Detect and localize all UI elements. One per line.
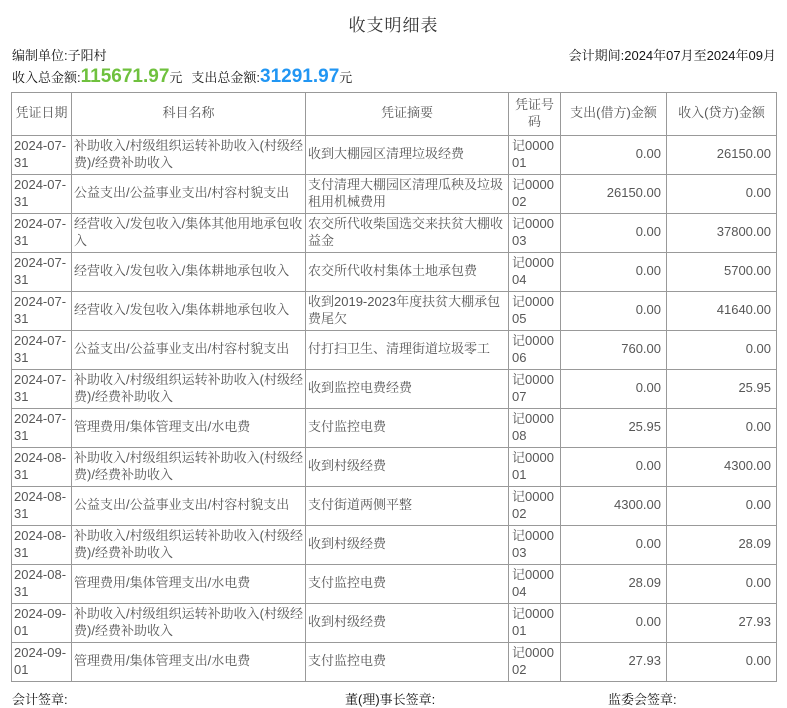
table-row [12,642,777,681]
cell-voucher-number: 记000001 [509,603,561,642]
cell-voucher-date: 2024-07-31 [12,369,72,408]
cell-voucher-number: 记000004 [509,564,561,603]
cell-voucher-summary: 支付监控电费 [306,408,509,447]
cell-voucher-number: 记000008 [509,408,561,447]
cell-voucher-date: 2024-07-31 [12,408,72,447]
cell-credit-amount: 0.00 [667,486,777,525]
cell-voucher-date: 2024-08-31 [12,486,72,525]
cell-voucher-summary: 支付街道两侧平整 [306,486,509,525]
cell-voucher-date: 2024-07-31 [12,174,72,213]
table-row [12,252,777,291]
table-row [12,330,777,369]
cell-debit-amount: 4300.00 [561,486,667,525]
cell-credit-amount: 41640.00 [667,291,777,330]
cell-voucher-number: 记000002 [509,486,561,525]
income-expense-table [11,92,777,682]
cell-credit-amount: 0.00 [667,174,777,213]
chairman-signature-label: 董(理)事长签章: [345,691,436,707]
table-row [12,213,777,252]
table-row [12,369,777,408]
income-currency-suffix: 元 [169,70,183,85]
table-row [12,447,777,486]
cell-debit-amount: 0.00 [561,447,667,486]
cell-voucher-summary: 收到村级经费 [306,525,509,564]
cell-debit-amount: 0.00 [561,213,667,252]
cell-voucher-number: 记000002 [509,174,561,213]
expense-total-value: 31291.97 [260,66,340,87]
cell-debit-amount: 0.00 [561,603,667,642]
cell-subject-name: 补助收入/村级组织运转补助收入(村级经费)/经费补助收入 [72,135,306,174]
cell-debit-amount: 0.00 [561,252,667,291]
header-voucher-number: 凭证号码 [509,92,561,135]
cell-voucher-summary: 农交所代收柴国选交来扶贫大棚收益金 [306,213,509,252]
table-row [12,174,777,213]
cell-voucher-summary: 收到监控电费经费 [306,369,509,408]
cell-credit-amount: 0.00 [667,330,777,369]
cell-voucher-summary: 支付监控电费 [306,564,509,603]
cell-voucher-number: 记000001 [509,135,561,174]
cell-voucher-summary: 付打扫卫生、清理街道垃圾零工 [306,330,509,369]
cell-voucher-number: 记000005 [509,291,561,330]
cell-subject-name: 管理费用/集体管理支出/水电费 [72,564,306,603]
cell-subject-name: 补助收入/村级组织运转补助收入(村级经费)/经费补助收入 [72,447,306,486]
cell-voucher-summary: 收到村级经费 [306,447,509,486]
cell-voucher-date: 2024-09-01 [12,603,72,642]
cell-debit-amount: 0.00 [561,291,667,330]
cell-debit-amount: 25.95 [561,408,667,447]
cell-voucher-number: 记000004 [509,252,561,291]
cell-subject-name: 管理费用/集体管理支出/水电费 [72,408,306,447]
cell-voucher-summary: 支付清理大棚园区清理瓜秧及垃圾租用机械费用 [306,174,509,213]
cell-subject-name: 补助收入/村级组织运转补助收入(村级经费)/经费补助收入 [72,525,306,564]
header-debit-amount: 支出(借方)金额 [561,92,667,135]
prepared-by-unit: 编制单位:子阳村 [12,48,107,63]
cell-voucher-date: 2024-09-01 [12,642,72,681]
cell-subject-name: 公益支出/公益事业支出/村容村貌支出 [72,174,306,213]
accounting-period: 会计期间:2024年07月至2024年09月 [568,48,776,63]
totals-row [12,67,776,88]
cell-voucher-number: 记000003 [509,213,561,252]
cell-subject-name: 公益支出/公益事业支出/村容村貌支出 [72,330,306,369]
cell-voucher-date: 2024-08-31 [12,564,72,603]
cell-credit-amount: 0.00 [667,408,777,447]
cell-debit-amount: 0.00 [561,369,667,408]
cell-voucher-number: 记000007 [509,369,561,408]
cell-voucher-number: 记000002 [509,642,561,681]
cell-voucher-date: 2024-07-31 [12,135,72,174]
cell-voucher-number: 记000001 [509,447,561,486]
cell-voucher-date: 2024-08-31 [12,525,72,564]
page-title: 收支明细表 [348,16,439,35]
cell-subject-name: 公益支出/公益事业支出/村容村貌支出 [72,486,306,525]
header-voucher-date: 凭证日期 [12,92,72,135]
table-row [12,135,777,174]
cell-credit-amount: 0.00 [667,564,777,603]
cell-subject-name: 经营收入/发包收入/集体耕地承包收入 [72,291,306,330]
table-row [12,603,777,642]
table-row [12,564,777,603]
table-row [12,408,777,447]
cell-subject-name: 经营收入/发包收入/集体耕地承包收入 [72,252,306,291]
cell-voucher-summary: 支付监控电费 [306,642,509,681]
expense-total-label: 支出总金额: [191,70,261,85]
cell-debit-amount: 760.00 [561,330,667,369]
header-subject-name: 科目名称 [72,92,306,135]
cell-debit-amount: 28.09 [561,564,667,603]
cell-voucher-date: 2024-08-31 [12,447,72,486]
cell-voucher-number: 记000003 [509,525,561,564]
cell-debit-amount: 0.00 [561,525,667,564]
table-header [12,92,777,135]
table-header-row [12,92,777,135]
income-total-value: 115671.97 [80,66,170,87]
cell-subject-name: 经营收入/发包收入/集体其他用地承包收入 [72,213,306,252]
cell-voucher-summary: 收到大棚园区清理垃圾经费 [306,135,509,174]
cell-credit-amount: 0.00 [667,642,777,681]
header-voucher-summary: 凭证摘要 [306,92,509,135]
cell-voucher-date: 2024-07-31 [12,252,72,291]
table-row [12,525,777,564]
accountant-signature-label: 会计签章: [12,691,68,707]
cell-subject-name: 补助收入/村级组织运转补助收入(村级经费)/经费补助收入 [72,369,306,408]
cell-voucher-date: 2024-07-31 [12,291,72,330]
expense-currency-suffix: 元 [339,70,353,85]
table-row [12,486,777,525]
cell-voucher-summary: 农交所代收村集体土地承包费 [306,252,509,291]
cell-debit-amount: 0.00 [561,135,667,174]
income-total-label: 收入总金额: [12,70,81,85]
cell-debit-amount: 27.93 [561,642,667,681]
signature-row [12,689,787,708]
meta-row [12,45,776,64]
cell-credit-amount: 26150.00 [667,135,777,174]
cell-voucher-number: 记000006 [509,330,561,369]
cell-credit-amount: 27.93 [667,603,777,642]
table-row [12,291,777,330]
cell-credit-amount: 25.95 [667,369,777,408]
cell-credit-amount: 37800.00 [667,213,777,252]
cell-debit-amount: 26150.00 [561,174,667,213]
cell-voucher-date: 2024-07-31 [12,330,72,369]
cell-credit-amount: 5700.00 [667,252,777,291]
cell-voucher-summary: 收到村级经费 [306,603,509,642]
cell-voucher-date: 2024-07-31 [12,213,72,252]
cell-credit-amount: 28.09 [667,525,777,564]
cell-subject-name: 补助收入/村级组织运转补助收入(村级经费)/经费补助收入 [72,603,306,642]
cell-credit-amount: 4300.00 [667,447,777,486]
header-credit-amount: 收入(贷方)金额 [667,92,777,135]
table-body [12,135,777,681]
supervisory-committee-signature-label: 监委会签章: [608,691,677,707]
cell-voucher-summary: 收到2019-2023年度扶贫大棚承包费尾欠 [306,291,509,330]
cell-subject-name: 管理费用/集体管理支出/水电费 [72,642,306,681]
